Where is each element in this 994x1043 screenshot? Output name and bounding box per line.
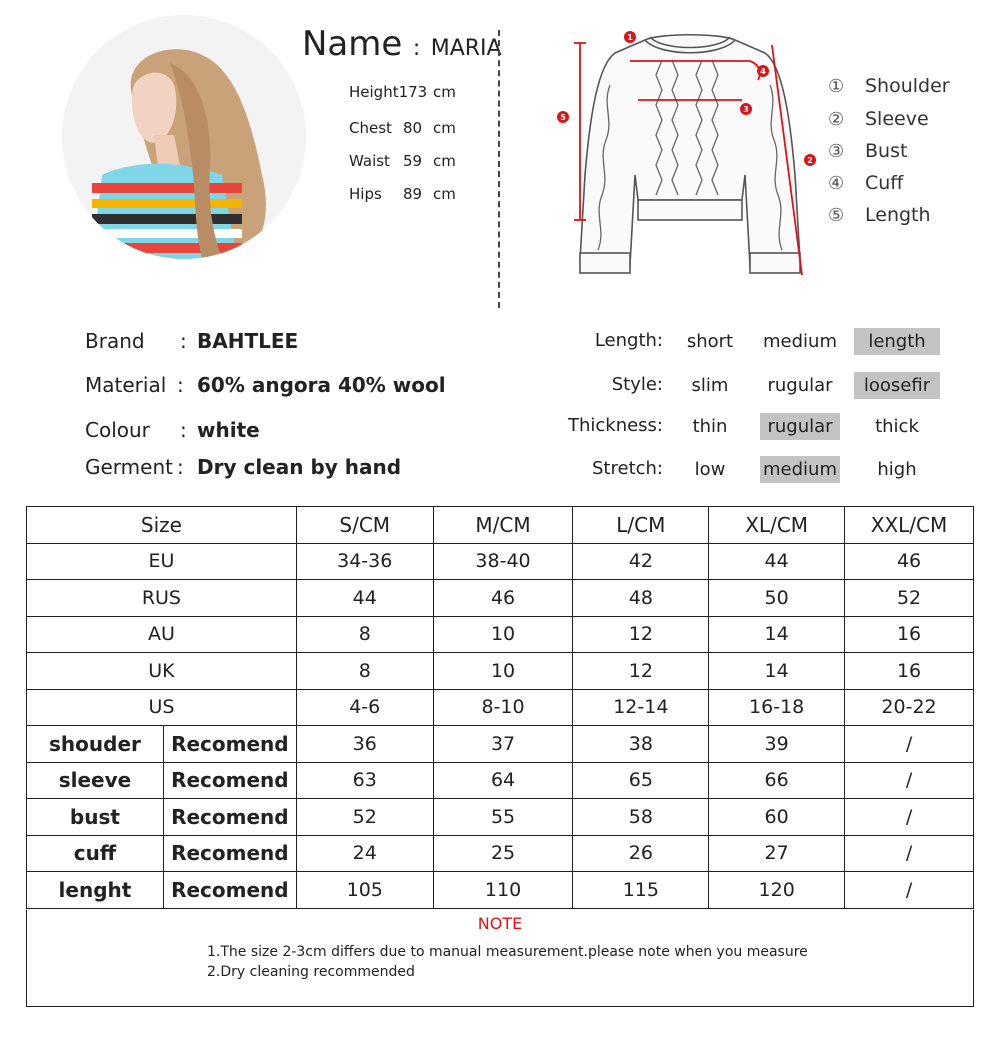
- table-cell: /: [845, 762, 974, 799]
- name-value: MARIA: [430, 36, 502, 61]
- table-cell: 65: [573, 762, 709, 799]
- info-label: Material: [85, 373, 167, 397]
- info-label: Germent: [85, 455, 173, 479]
- table-cell: 110: [433, 872, 573, 909]
- legend-label: Bust: [865, 140, 908, 162]
- row-label: EU: [27, 543, 297, 580]
- row-label: UK: [27, 653, 297, 690]
- attribute-label: [520, 374, 663, 400]
- info-label: Colour: [85, 418, 150, 442]
- table-row: [27, 835, 974, 872]
- legend-sleeve: [828, 108, 929, 130]
- legend-label: Shoulder: [865, 75, 950, 97]
- measurement-label: Chest: [349, 119, 392, 137]
- table-cell: 8: [296, 616, 433, 653]
- row-sublabel: Recomend: [163, 762, 296, 799]
- table-cell: 25: [433, 835, 573, 872]
- measurement-unit: cm: [433, 185, 456, 203]
- legend-number: ②: [828, 109, 845, 130]
- table-cell: 14: [709, 653, 845, 690]
- measurement-unit: cm: [433, 152, 456, 170]
- table-cell: 37: [433, 726, 573, 763]
- attribute-option: thick: [875, 416, 919, 437]
- measurement-unit: cm: [433, 119, 456, 137]
- table-cell: 34-36: [296, 543, 433, 580]
- table-header-cell: XL/CM: [709, 507, 845, 544]
- row-sublabel: Recomend: [163, 726, 296, 763]
- size-table: [26, 506, 974, 909]
- table-cell: 55: [433, 799, 573, 836]
- table-cell: 4-6: [296, 689, 433, 726]
- attribute-option: high: [877, 459, 917, 480]
- legend-shoulder: [828, 75, 950, 97]
- table-header-cell: M/CM: [433, 507, 573, 544]
- table-cell: /: [845, 726, 974, 763]
- legend-number: ⑤: [828, 205, 845, 226]
- legend-label: Sleeve: [865, 108, 929, 130]
- attribute-label-text: Stretch:: [592, 458, 663, 479]
- legend-number: ③: [828, 141, 845, 162]
- table-cell: 24: [296, 835, 433, 872]
- table-cell: 52: [296, 799, 433, 836]
- info-label: Brand: [85, 329, 145, 353]
- measurement-hips: [349, 185, 456, 203]
- table-cell: /: [845, 799, 974, 836]
- table-cell: 16-18: [709, 689, 845, 726]
- info-colon: :: [180, 418, 187, 442]
- attribute-label: [520, 330, 663, 356]
- row-label: shouder: [27, 726, 164, 763]
- table-cell: 10: [433, 616, 573, 653]
- measurement-chest: [349, 119, 456, 137]
- measurement-value: 173: [398, 83, 428, 101]
- measurement-waist: [349, 152, 456, 170]
- table-cell: 39: [709, 726, 845, 763]
- table-row: [27, 799, 974, 836]
- table-row: [27, 653, 974, 690]
- attribute-option: short: [686, 331, 734, 352]
- sweater-diagram: [550, 25, 820, 290]
- table-row: [27, 616, 974, 653]
- table-cell: 14: [709, 616, 845, 653]
- attribute-option: slim: [691, 375, 729, 396]
- note-box: [26, 910, 974, 1007]
- table-row: [27, 689, 974, 726]
- attribute-option: medium: [763, 331, 837, 352]
- attribute-option: length: [854, 328, 940, 355]
- table-cell: 63: [296, 762, 433, 799]
- table-cell: /: [845, 835, 974, 872]
- table-cell: 58: [573, 799, 709, 836]
- table-cell: 42: [573, 543, 709, 580]
- table-row: [27, 580, 974, 617]
- colour-value: white: [197, 418, 260, 442]
- legend-number: ①: [828, 76, 845, 97]
- table-cell: 16: [845, 616, 974, 653]
- row-label: cuff: [27, 835, 164, 872]
- table-row: [27, 762, 974, 799]
- table-cell: 27: [709, 835, 845, 872]
- legend-label: Length: [865, 204, 931, 226]
- table-cell: 26: [573, 835, 709, 872]
- attribute-label-text: Style:: [611, 374, 663, 395]
- model-illustration: [62, 15, 306, 259]
- measurement-label: Height: [349, 83, 399, 101]
- table-header-row: [27, 507, 974, 544]
- marker-5: 5: [560, 113, 566, 122]
- row-label: bust: [27, 799, 164, 836]
- table-cell: 60: [709, 799, 845, 836]
- legend-label: Cuff: [865, 172, 904, 194]
- model-photo: [62, 15, 306, 259]
- info-colon: :: [177, 455, 184, 479]
- attribute-option: medium: [760, 456, 840, 483]
- marker-4: 4: [760, 67, 766, 76]
- note-line: 2.Dry cleaning recommended: [207, 964, 415, 980]
- table-cell: 38: [573, 726, 709, 763]
- attribute-option: thin: [692, 416, 728, 437]
- name-label: Name: [302, 24, 403, 64]
- table-cell: 12: [573, 616, 709, 653]
- table-cell: 115: [573, 872, 709, 909]
- table-row: [27, 726, 974, 763]
- table-cell: 64: [433, 762, 573, 799]
- measurement-unit: cm: [433, 83, 456, 101]
- table-cell: 52: [845, 580, 974, 617]
- marker-1: 1: [627, 33, 633, 42]
- table-row: [27, 543, 974, 580]
- material-value: 60% angora 40% wool: [197, 373, 446, 397]
- table-cell: 44: [709, 543, 845, 580]
- row-label: US: [27, 689, 297, 726]
- attribute-label-text: Length:: [594, 330, 663, 351]
- name-separator: :: [412, 36, 421, 61]
- measurement-value: 59: [403, 152, 423, 170]
- row-label: sleeve: [27, 762, 164, 799]
- note-line: 1.The size 2-3cm differs due to manual measurement.please note when you measure: [207, 944, 808, 960]
- attribute-option: low: [694, 459, 726, 480]
- table-cell: 36: [296, 726, 433, 763]
- table-cell: 46: [433, 580, 573, 617]
- legend-bust: [828, 140, 907, 162]
- garment-value: Dry clean by hand: [197, 455, 402, 479]
- table-header-cell: XXL/CM: [845, 507, 974, 544]
- legend-cuff: [828, 172, 903, 194]
- table-cell: 12: [573, 653, 709, 690]
- model-name: [302, 24, 502, 64]
- brand-value: BAHTLEE: [197, 329, 299, 353]
- table-cell: 50: [709, 580, 845, 617]
- table-header-cell: Size: [27, 507, 297, 544]
- measurement-value: 89: [403, 185, 423, 203]
- table-cell: 10: [433, 653, 573, 690]
- legend-length: [828, 204, 931, 226]
- dashed-divider: [498, 30, 500, 308]
- row-sublabel: Recomend: [163, 835, 296, 872]
- info-colon: :: [177, 373, 184, 397]
- row-sublabel: Recomend: [163, 872, 296, 909]
- table-cell: 8-10: [433, 689, 573, 726]
- note-title: NOTE: [477, 914, 523, 933]
- table-cell: 120: [709, 872, 845, 909]
- table-cell: 105: [296, 872, 433, 909]
- table-cell: 48: [573, 580, 709, 617]
- measurement-height: [349, 83, 456, 101]
- table-cell: 44: [296, 580, 433, 617]
- table-header-cell: L/CM: [573, 507, 709, 544]
- table-row: [27, 872, 974, 909]
- table-cell: /: [845, 872, 974, 909]
- table-cell: 38-40: [433, 543, 573, 580]
- measurement-label: Waist: [349, 152, 390, 170]
- attribute-option: loosefir: [854, 372, 940, 399]
- attribute-label-text: Thickness:: [567, 415, 663, 436]
- info-colon: :: [180, 329, 187, 353]
- table-cell: 66: [709, 762, 845, 799]
- row-label: RUS: [27, 580, 297, 617]
- legend-number: ④: [828, 173, 845, 194]
- table-cell: 12-14: [573, 689, 709, 726]
- table-cell: 16: [845, 653, 974, 690]
- attribute-option: rugular: [760, 413, 840, 440]
- row-sublabel: Recomend: [163, 799, 296, 836]
- measurement-label: Hips: [349, 185, 382, 203]
- row-label: lenght: [27, 872, 164, 909]
- table-cell: 20-22: [845, 689, 974, 726]
- attribute-label: [520, 458, 663, 484]
- table-cell: 8: [296, 653, 433, 690]
- marker-2: 2: [807, 156, 813, 165]
- table-cell: 46: [845, 543, 974, 580]
- measurement-value: 80: [403, 119, 423, 137]
- attribute-label: [520, 415, 663, 441]
- row-label: AU: [27, 616, 297, 653]
- marker-3: 3: [743, 105, 749, 114]
- table-header-cell: S/CM: [296, 507, 433, 544]
- attribute-option: rugular: [767, 375, 833, 396]
